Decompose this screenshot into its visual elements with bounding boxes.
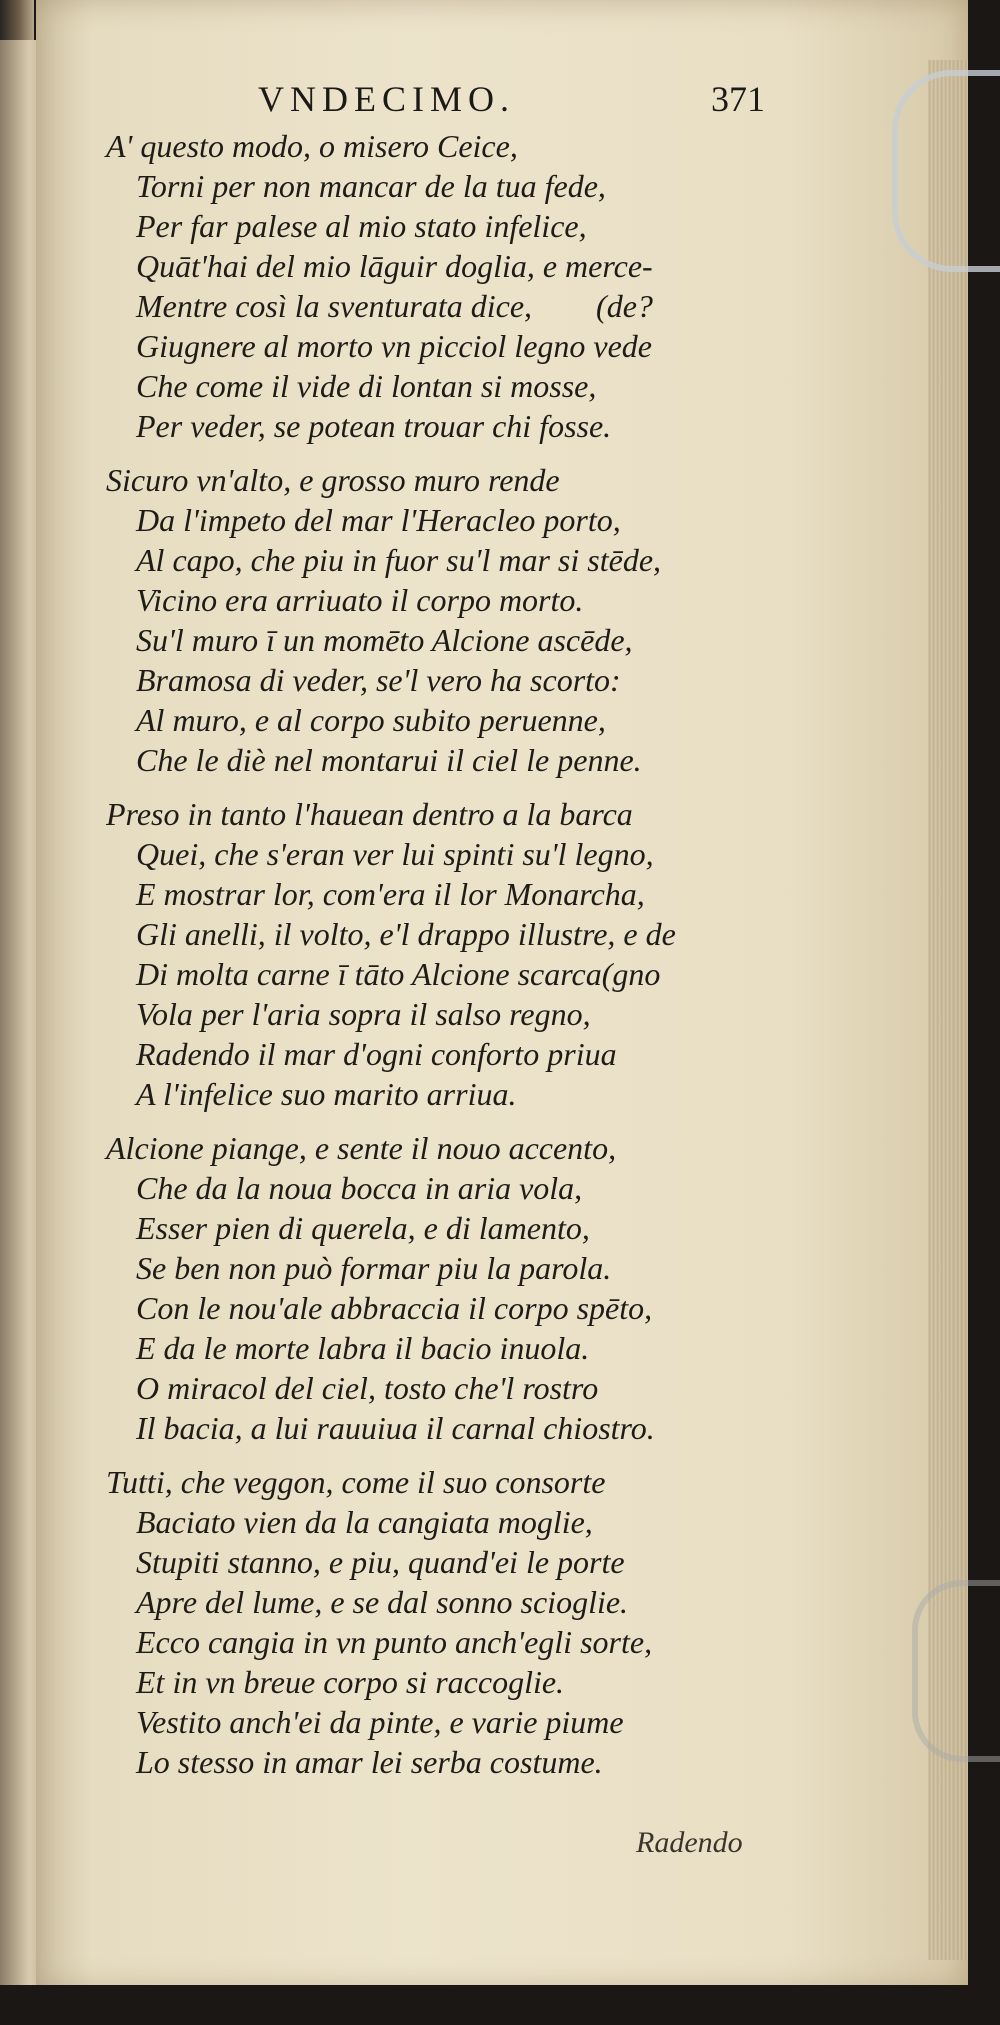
verse-line: Che come il vide di lontan si mosse, <box>136 368 597 404</box>
verse-line: Per veder, se potean trouar chi fosse. <box>136 408 612 444</box>
verse-line: O miracol del ciel, tosto che'l rostro <box>136 1370 599 1406</box>
verse-line: Et in vn breue corpo si raccoglie. <box>136 1664 565 1700</box>
verse-line: Al muro, e al corpo subito peruenne, <box>136 702 606 738</box>
verse-line: Esser pien di querela, e di lamento, <box>136 1210 590 1246</box>
verse-line: Preso in tanto l'hauean dentro a la barca <box>106 796 633 832</box>
verse-line: Di molta carne ī tāto Alcione scarca(gno <box>136 956 661 992</box>
verse-line: Vola per l'aria sopra il salso regno, <box>136 996 591 1032</box>
verse-line: Vestito anch'ei da pinte, e varie piume <box>136 1704 624 1740</box>
verse-line: Stupiti stanno, e piu, quand'ei le porte <box>136 1544 625 1580</box>
verse-line: Al capo, che piu in fuor su'l mar si stēde, <box>136 542 662 578</box>
book-page <box>36 0 968 1990</box>
page-clip-lower <box>912 1580 1000 1762</box>
page-header <box>36 78 968 128</box>
verse-line: Alcione piange, e sente il nouo accento, <box>106 1130 617 1166</box>
verse-line: Tutti, che veggon, come il suo consorte <box>106 1464 606 1500</box>
page-number: 371 <box>711 79 765 119</box>
verse-line: Per far palese al mio stato infelice, <box>136 208 587 244</box>
verse-line: Su'l muro ī un momēto Alcione ascēde, <box>136 622 633 658</box>
stanza-3 <box>106 794 916 1114</box>
verse-line: E mostrar lor, com'era il lor Monarcha, <box>136 876 645 912</box>
verse-line: Lo stesso in amar lei serba costume. <box>136 1744 603 1780</box>
stanza-5 <box>106 1462 916 1782</box>
verse-line: Torni per non mancar de la tua fede, <box>136 168 606 204</box>
bottom-shadow <box>0 1985 1000 2025</box>
verse-line: Vicino era arriuato il corpo morto. <box>136 582 584 618</box>
verse-line: Gli anelli, il volto, e'l drappo illustre, e de <box>136 916 676 952</box>
verse-line: Se ben non può formar piu la parola. <box>136 1250 612 1286</box>
verse-line: E da le morte labra il bacio inuola. <box>136 1330 590 1366</box>
verse-line: Con le nou'ale abbraccia il corpo spēto, <box>136 1290 653 1326</box>
catchword: Radendo <box>636 1826 743 1859</box>
verse-line: Bramosa di veder, se'l vero ha scorto: <box>136 662 621 698</box>
verse-line: Il bacia, a lui rauuiua il carnal chiostro. <box>136 1410 655 1446</box>
verse-line: A l'infelice suo marito arriua. <box>136 1076 517 1112</box>
verse-line: Ecco cangia in vn punto anch'egli sorte, <box>136 1624 653 1660</box>
page-clip <box>892 70 1000 272</box>
verse-line: Che le diè nel montarui il ciel le penne. <box>136 742 642 778</box>
verse-line: Che da la noua bocca in aria vola, <box>136 1170 583 1206</box>
verse-line: Quāt'hai del mio lāguir doglia, e merce- <box>136 248 653 284</box>
verse-line: Quei, che s'eran ver lui spinti su'l legno, <box>136 836 654 872</box>
verse-line: Apre del lume, e se dal sonno scioglie. <box>136 1584 629 1620</box>
stanza-1 <box>106 126 916 446</box>
stanza-4 <box>106 1128 916 1448</box>
verse-line: Mentre così la sventurata dice, (de? <box>136 288 653 324</box>
verse-line: Baciato vien da la cangiata moglie, <box>136 1504 593 1540</box>
stanza-2 <box>106 460 916 780</box>
verse-line: Giugnere al morto vn picciol legno vede <box>136 328 652 364</box>
running-head: VNDECIMO. <box>258 79 515 119</box>
verse-line: Radendo il mar d'ogni conforto priua <box>136 1036 617 1072</box>
verse-line: A' questo modo, o misero Ceice, <box>106 128 518 164</box>
verse-line: Da l'impeto del mar l'Heracleo porto, <box>136 502 621 538</box>
verse-line: Sicuro vn'alto, e grosso muro rende <box>106 462 560 498</box>
poem-text <box>106 126 916 1796</box>
